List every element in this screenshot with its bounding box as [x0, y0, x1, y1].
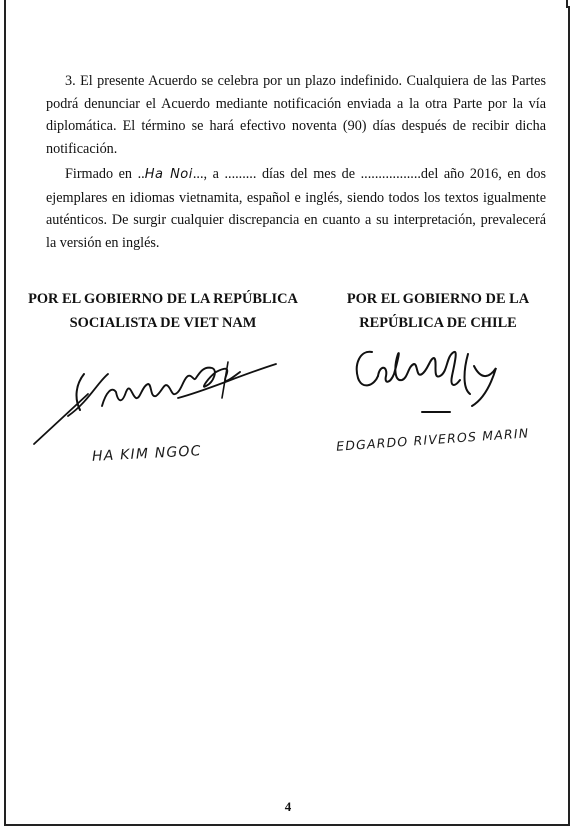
signing-prefix: Firmado en ..	[65, 166, 145, 182]
vietnam-signatory-heading: POR EL GOBIERNO DE LA REPÚBLICA SOCIALISTA DE VIET NAM	[28, 291, 298, 331]
chile-signatory-name: EDGARDO RIVEROS MARIN	[335, 425, 530, 454]
signing-paragraph	[46, 163, 546, 254]
vietnam-signatory-name: HA KIM NGOC	[91, 443, 203, 465]
handwritten-place: Ha Noi	[144, 167, 193, 182]
chile-signature	[350, 344, 520, 414]
page-number: 4	[284, 799, 292, 814]
chile-signatory-heading: POR EL GOBIERNO DE LA REPÚBLICA DE CHILE	[346, 291, 530, 331]
signing-text: ..., a ......... días del mes de .................del año 2016, en dos ejemplares en idiomas vietnamita, español e inglés, siendo todos los textos igualmente auténticos. De surgir cualquier discrepancia en cuanto a su interpretación, prevalecerá la versión en inglés.	[46, 166, 546, 251]
vietnam-signature	[28, 352, 278, 448]
clause-paragraph-3: 3. El presente Acuerdo se celebra por un plazo indefinido. Cualquiera de las Partes podrá denunciar el Acuerdo mediante notificación enviada a la otra Parte por la vía diplomática. El término se hará efectivo noventa (90) días después de recibir dicha notificación.	[46, 73, 546, 157]
